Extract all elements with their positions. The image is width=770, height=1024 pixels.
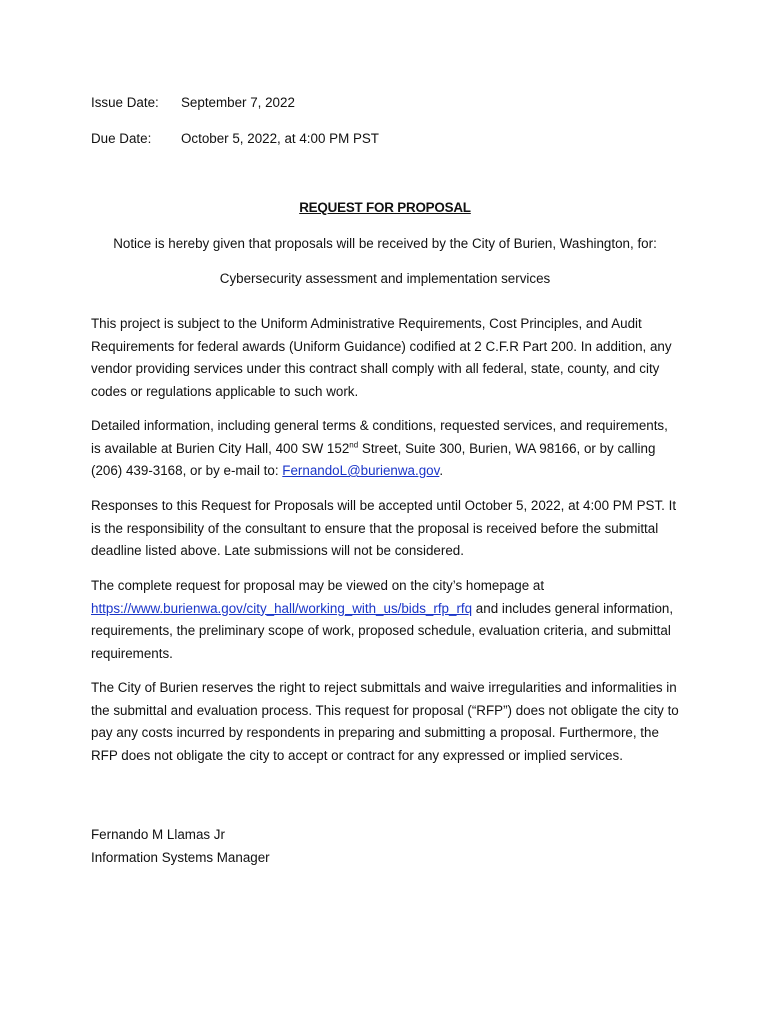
- signature-title: Information Systems Manager: [91, 849, 270, 865]
- paragraph-responses-deadline: Responses to this Request for Proposals will be accepted until October 5, 2022, at 4:00 PM PST. It is the responsibility of the consultant to ensure that the proposal is received before the submittal deadline listed above. Late submissions will not be considered.: [91, 498, 677, 558]
- paragraph-federal-requirements: This project is subject to the Uniform Administrative Requirements, Cost Principles, and Audit Requirements for federal awards (Uniform Guidance) codified at 2 C.F.R Part 200. In addition, any vendor providing services under this contract shall comply with all federal, state, county, and city codes or regulations applicable to such work.: [91, 316, 672, 399]
- issue-date-value: September 7, 2022: [181, 95, 295, 110]
- subject-text: Cybersecurity assessment and implementation services: [219, 271, 551, 286]
- due-date-row: [91, 130, 379, 148]
- due-date-label: Due Date:: [91, 131, 152, 146]
- paragraph-homepage: [91, 575, 681, 665]
- para2-end: .: [439, 463, 444, 478]
- notice-text: Notice is hereby given that proposals will be received by the City of Burien, Washington, for:: [113, 236, 657, 251]
- paragraph-detailed-information: [91, 415, 681, 483]
- para4-part2: and includes general information, requirements, the preliminary scope of work, proposed schedule, evaluation criteria, and submittal requirements.: [91, 600, 674, 661]
- issue-date-label: Issue Date:: [91, 95, 159, 110]
- para2-part1: Detailed information, including general terms & conditions, requested services, and requirements, is available at Burien City Hall, 400 SW 152: [91, 418, 668, 456]
- signature-name: Fernando M Llamas Jr: [91, 827, 225, 842]
- due-date-value: October 5, 2022, at 4:00 PM PST: [181, 131, 379, 146]
- issue-date-row: [91, 94, 295, 112]
- para2-part2: Street, Suite 300, Burien, WA 98166, or by calling (206) 439-3168, or by e-mail to:: [91, 440, 656, 478]
- document-title: REQUEST FOR PROPOSAL: [299, 200, 471, 215]
- paragraph-reservation-of-rights: The City of Burien reserves the right to reject submittals and waive irregularities and informalities in the submittal and evaluation process. This request for proposal (“RFP”) does not obligate the city to pay any costs incurred by respondents in preparing and submitting a proposal. Furthermore, the RFP does not obligate the city to accept or contract for any expressed or implied services.: [91, 680, 679, 763]
- homepage-url-link[interactable]: https://www.burienwa.gov/city_hall/working_with_us/bids_rfp_rfq: [91, 600, 473, 616]
- signature-block: [91, 824, 270, 869]
- email-link[interactable]: FernandoL@burienwa.gov: [282, 463, 440, 478]
- para2-superscript: nd: [349, 440, 359, 450]
- para4-part1: The complete request for proposal may be viewed on the city’s homepage at: [91, 578, 545, 593]
